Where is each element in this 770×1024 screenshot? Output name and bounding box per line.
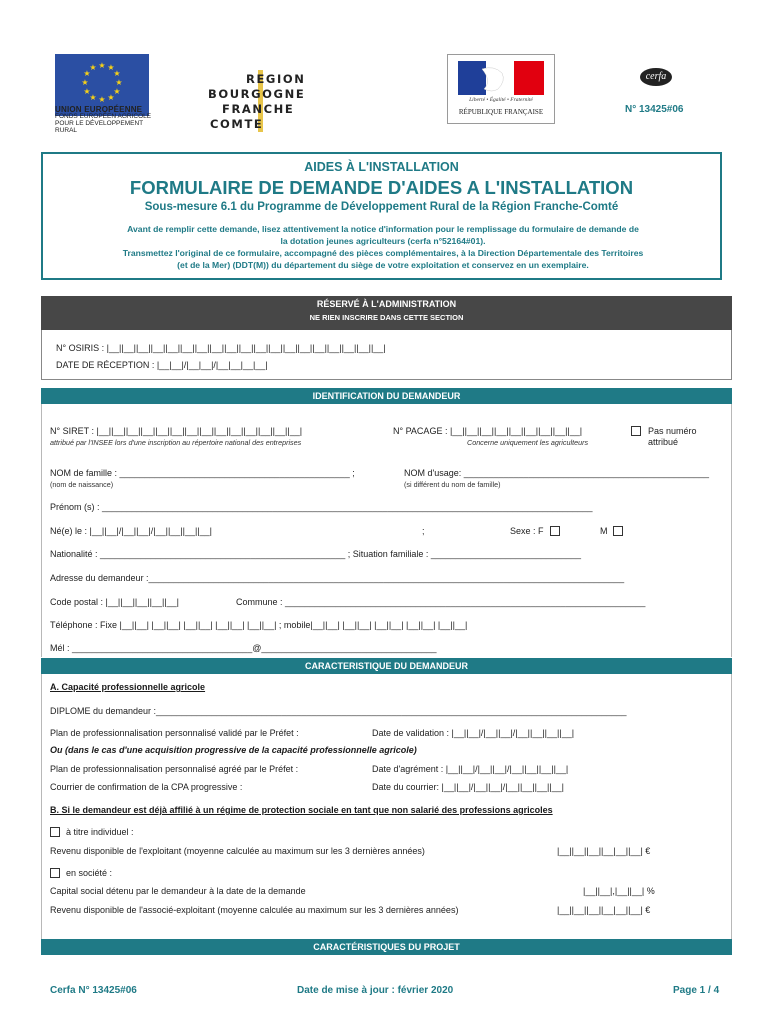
form-notice	[49, 223, 717, 271]
courrier-cpa-label: Courrier de confirmation de la CPA progressive :	[50, 782, 243, 792]
nom-famille-field[interactable]: NOM de famille : ______________________________________________ ;	[50, 468, 355, 478]
marianne-flag-icon	[448, 59, 554, 99]
siret-note: attribué par l'INSEE lors d'une inscription au répertoire national des entreprises	[50, 438, 302, 447]
individuel-checkbox[interactable]	[50, 827, 60, 837]
plan-valide-label: Plan de professionnalisation personnalisé validé par le Préfet :	[50, 728, 299, 738]
pacage-note: Concerne uniquement les agriculteurs	[467, 438, 589, 447]
revenu-exploitant-label: Revenu disponible de l'exploitant (moyenne calculée au maximum sur les 3 dernières années)	[50, 846, 425, 856]
date-reception-field: DATE DE RÉCEPTION : |__|__|/|__|__|/|__|__|__|__|	[56, 360, 268, 370]
code-postal-field[interactable]: Code postal : |__||__||__||__||__|	[50, 597, 179, 607]
svg-text:★: ★	[89, 93, 97, 102]
svg-text:★: ★	[107, 93, 115, 102]
svg-text:★: ★	[89, 63, 97, 72]
identification-band: IDENTIFICATION DU DEMANDEUR	[41, 388, 732, 404]
page-subtitle: Sous-mesure 6.1 du Programme de Développement Rural de la Région Franche-Comté	[144, 201, 619, 213]
svg-text:★: ★	[113, 69, 121, 78]
siret-field[interactable]: N° SIRET : |__||__||__||__||__||__||__||__||__||__||__||__||__||__|	[50, 426, 303, 436]
notice-line-3: Transmettez l'original de ce formulaire, accompagné des pièces complémentaires, à la Direction Départementale des Territoires	[122, 248, 644, 258]
eu-fund-line2: POUR LE DÉVELOPPEMENT RURAL	[55, 120, 144, 134]
plan-agree-label: Plan de professionnalisation personnalisé agréé par le Préfet :	[50, 764, 299, 774]
cerfa-logo: cerfa	[640, 68, 672, 86]
svg-text:★: ★	[83, 87, 91, 96]
admin-subtitle: NE RIEN INSCRIRE DANS CETTE SECTION	[309, 313, 464, 322]
svg-text:★: ★	[98, 95, 106, 104]
projet-band: CARACTÉRISTIQUES DU PROJET	[41, 939, 732, 955]
telephone-field[interactable]: Téléphone : Fixe |__||__| |__||__| |__||__| |__||__| |__||__| ; mobile|__||__| |__||__| |__||__| |__||__| |__||__|	[50, 620, 468, 630]
adresse-field[interactable]: Adresse du demandeur :_______________________________________________________________________________________________	[50, 573, 625, 583]
pas-numero-label-2: attribué	[648, 437, 679, 447]
date-courrier-field[interactable]: Date du courrier: |__||__|/|__||__|/|__||__||__||__|	[372, 782, 565, 792]
admin-title: RÉSERVÉ À L'ADMINISTRATION	[316, 299, 457, 309]
nationalite-situation-field[interactable]: Nationalité : _________________________________________________ ; Situation familiale : ______________________________	[50, 549, 581, 559]
date-validation-field[interactable]: Date de validation : |__||__|/|__||__|/|__||__||__||__|	[372, 728, 575, 738]
admin-section-header	[41, 296, 732, 330]
nom-usage-note: (si différent du nom de famille)	[404, 480, 501, 489]
sexe-m-label: M	[600, 526, 608, 536]
region-comte: COMTE	[210, 117, 264, 131]
rf-name: RÉPUBLIQUE FRANÇAISE	[458, 108, 544, 116]
date-agrement-field[interactable]: Date d'agrément : |__||__|/|__||__|/|__||__||__||__|	[372, 764, 569, 774]
form-category: AIDES À L'INSTALLATION	[304, 160, 459, 174]
societe-checkbox[interactable]	[50, 868, 60, 878]
caracteristique-band: CARACTERISTIQUE DU DEMANDEUR	[41, 658, 732, 674]
acquisition-progressive-note: Ou (dans le cas d'une acquisition progressive de la capacité professionnelle agricole)	[50, 745, 417, 755]
diplome-field[interactable]: DIPLOME du demandeur :______________________________________________________________________________________________	[50, 706, 627, 716]
region-logo	[208, 72, 318, 132]
footer-cerfa: Cerfa N° 13425#06	[50, 985, 137, 996]
svg-text:★: ★	[98, 61, 106, 70]
section-b-title: B. Si le demandeur est déjà affilié à un régime de protection sociale en tant que non salarié des professions agricoles	[50, 805, 553, 815]
region-franche: FRANCHE	[222, 102, 295, 116]
societe-label: en société :	[66, 868, 113, 878]
sexe-f-checkbox[interactable]	[550, 526, 560, 536]
svg-text:★: ★	[81, 78, 89, 87]
notice-line-1: Avant de remplir cette demande, lisez attentivement la notice d'information pour le remplissage du formulaire de demande de	[127, 224, 639, 234]
date-naissance-field[interactable]: Né(e) le : |__||__|/|__||__|/|__||__||__||__|	[50, 526, 213, 536]
eu-caption	[55, 106, 165, 134]
prenom-field[interactable]: Prénom (s) : __________________________________________________________________________________________________	[50, 502, 593, 512]
email-field[interactable]: Mél : ____________________________________@___________________________________	[50, 643, 437, 653]
separator: ;	[422, 526, 425, 536]
capital-social-field[interactable]: |__||__|,|__||__| %	[583, 886, 655, 896]
eu-name: UNION EUROPÉENNE	[55, 105, 143, 114]
page-title: FORMULAIRE DE DEMANDE D'AIDES A L'INSTALLATION	[129, 177, 634, 198]
nom-famille-note: (nom de naissance)	[50, 480, 114, 489]
eu-fund-line1: FONDS EUROPÉEN AGRICOLE	[55, 113, 152, 120]
footer-page-number: Page 1 / 4	[673, 985, 720, 996]
pas-numero-checkbox[interactable]	[631, 426, 641, 436]
rf-motto: Liberté • Égalité • Fraternité	[469, 97, 533, 103]
section-a-title: A. Capacité professionnelle agricole	[50, 682, 206, 692]
notice-line-4: (et de la Mer) (DDT(M)) du département du siège de votre exploitation et conservez en un exemplaire.	[177, 260, 589, 270]
svg-text:★: ★	[107, 63, 115, 72]
svg-text:★: ★	[113, 87, 121, 96]
sexe-m-checkbox[interactable]	[613, 526, 623, 536]
osiris-field: N° OSIRIS : |__||__||__||__||__||__||__||__||__||__||__||__||__||__||__||__||__||__||__|	[56, 343, 386, 353]
svg-text:★: ★	[83, 69, 91, 78]
pas-numero-label-1: Pas numéro	[648, 426, 697, 436]
commune-field[interactable]: Commune : ________________________________________________________________________	[236, 597, 646, 607]
revenu-associe-label: Revenu disponible de l'associé-exploitant (moyenne calculée au maximum sur les 3 dernières années)	[50, 905, 459, 915]
nom-usage-field[interactable]: NOM d'usage: _________________________________________________	[404, 468, 710, 478]
revenu-associe-field[interactable]: |__||__||__||__|__||__| €	[557, 905, 651, 915]
pacage-field[interactable]: N° PACAGE : |__||__||__||__||__||__||__||__||__|	[393, 426, 583, 436]
region-word: REGION	[246, 72, 306, 86]
footer-update-date: Date de mise à jour : février 2020	[297, 985, 454, 996]
notice-line-2: la dotation jeunes agriculteurs (cerfa n°52164#01).	[280, 236, 486, 246]
capital-social-label: Capital social détenu par le demandeur à la date de la demande	[50, 886, 306, 896]
admin-section	[41, 330, 732, 380]
individuel-label: à titre individuel :	[66, 827, 134, 837]
region-bourgogne: BOURGOGNE	[208, 87, 306, 101]
revenu-exploitant-field[interactable]: |__||__||__||__|__||__| €	[557, 846, 651, 856]
sexe-f-label: Sexe : F	[510, 526, 544, 536]
svg-text:★: ★	[115, 78, 123, 87]
cerfa-number: N° 13425#06	[625, 104, 684, 115]
